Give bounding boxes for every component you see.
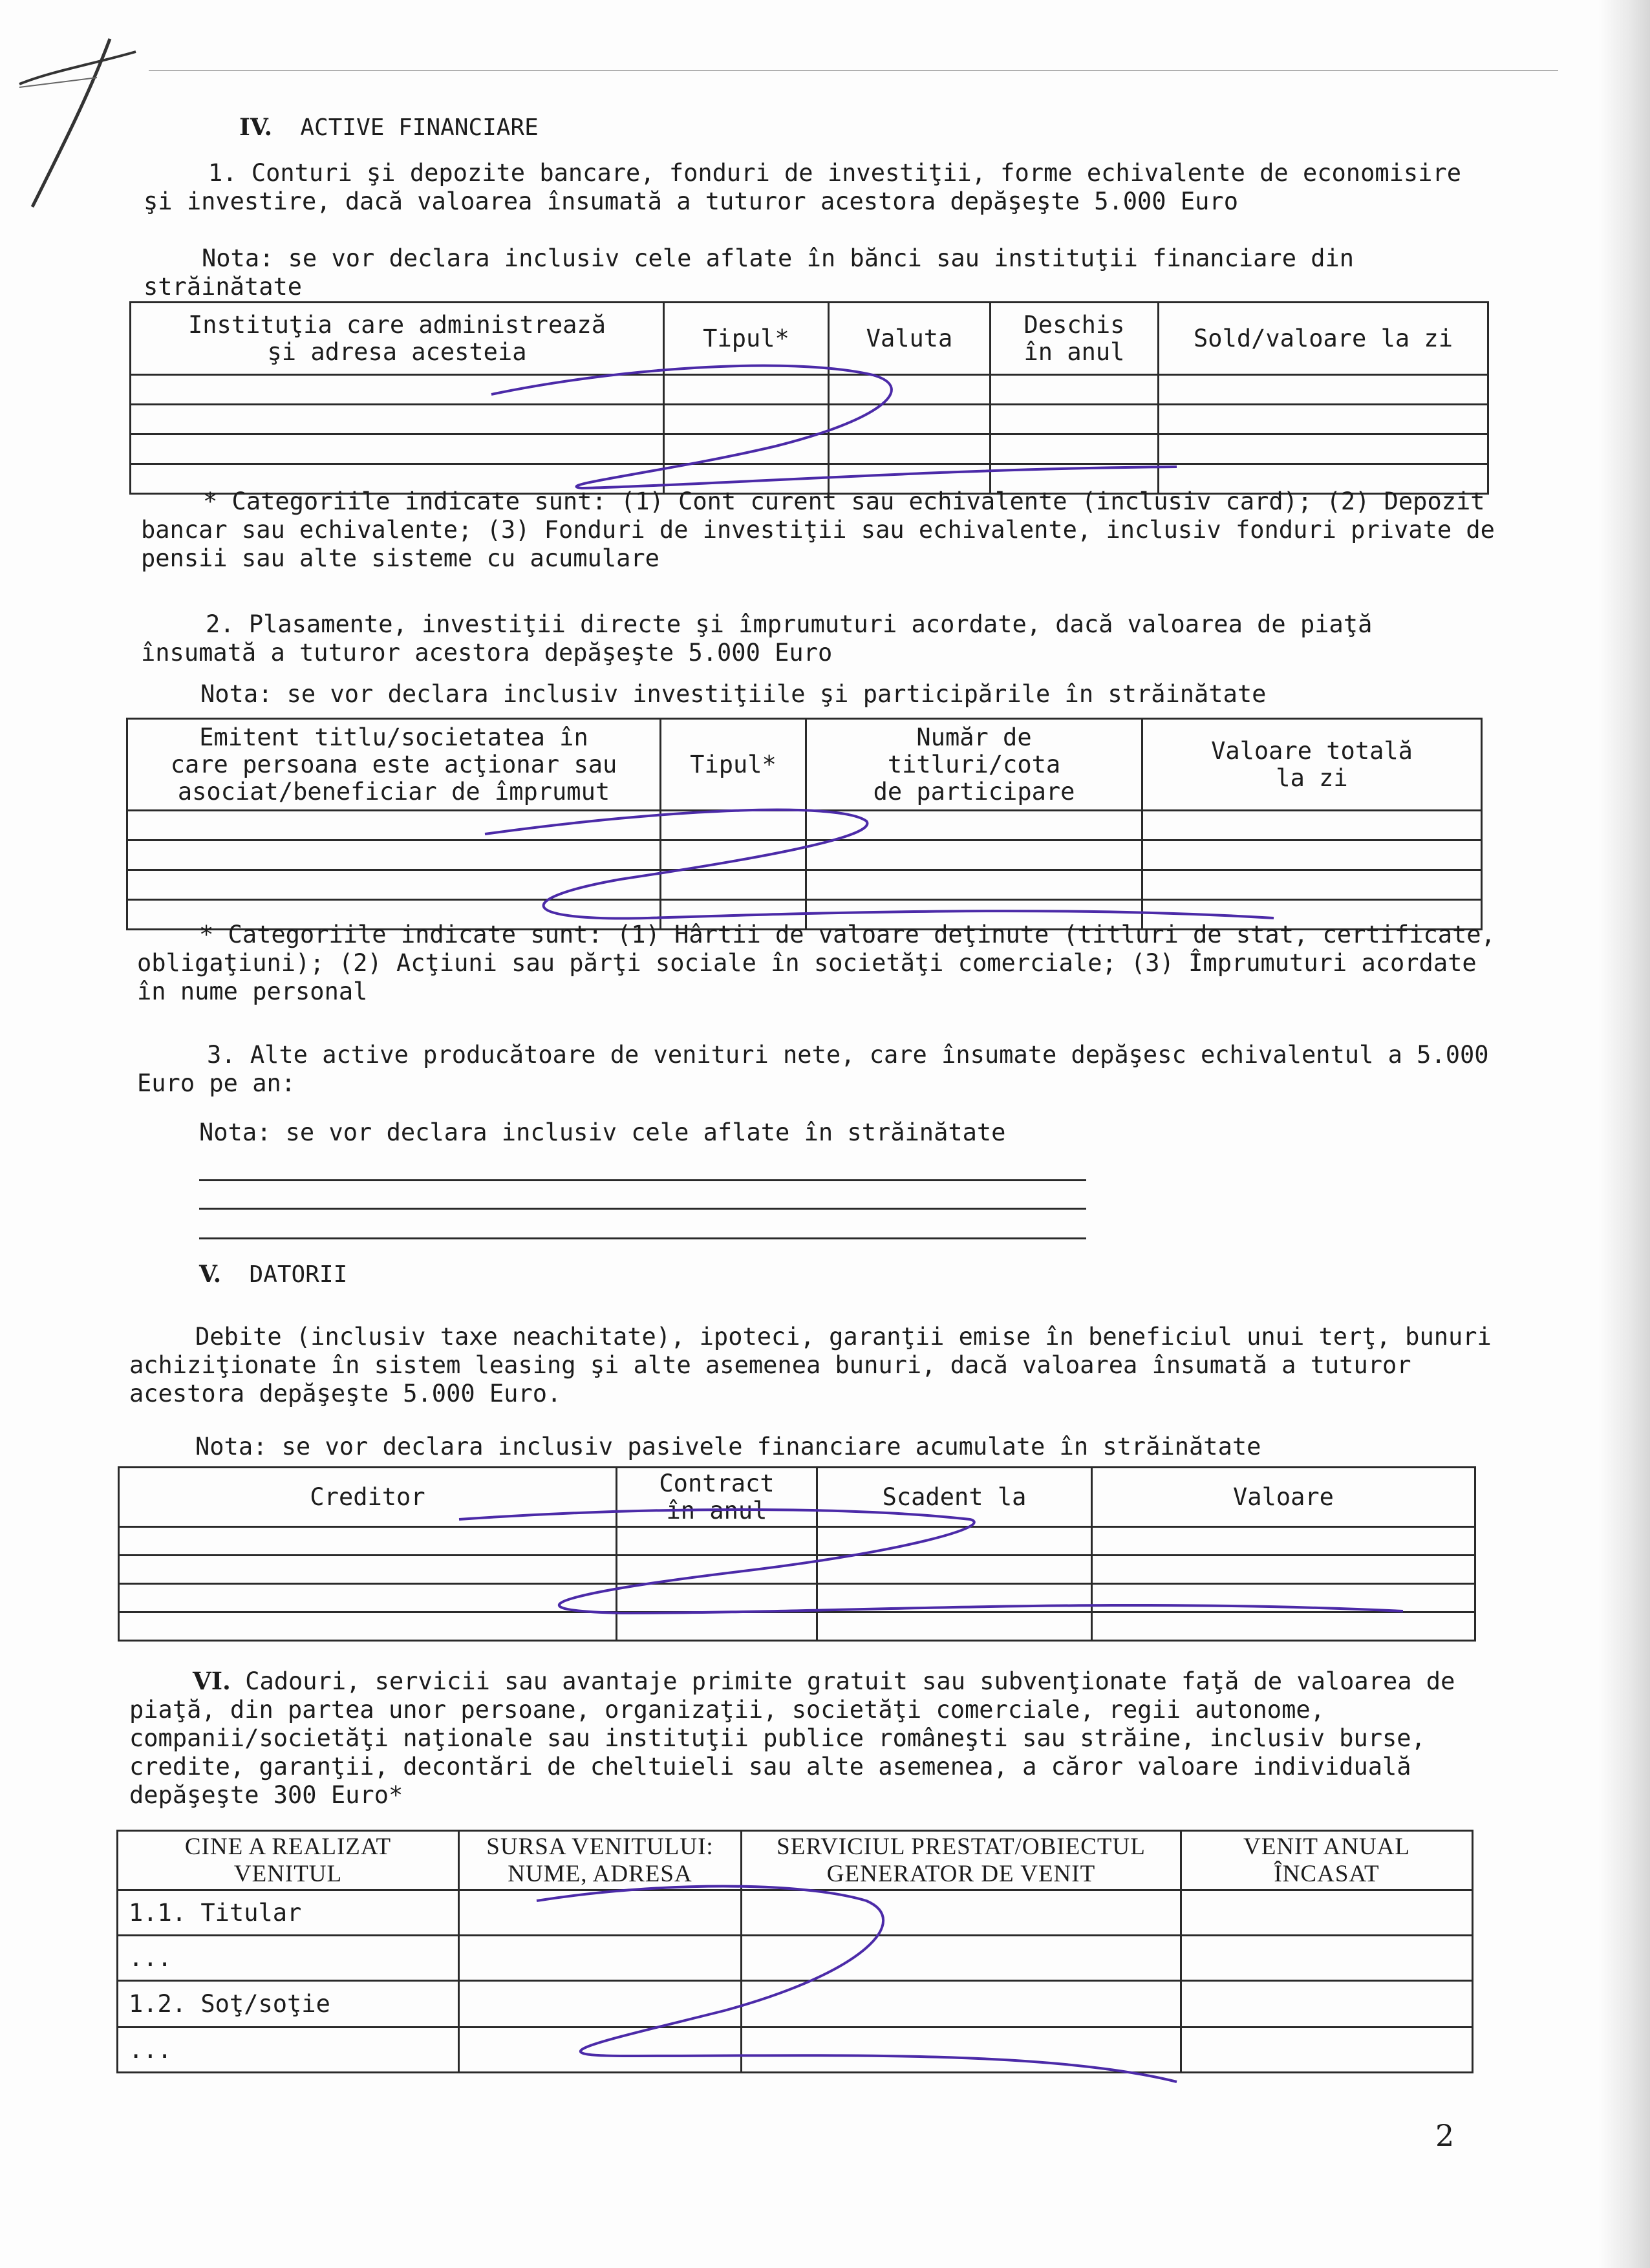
debts-table bbox=[118, 1466, 1476, 1642]
table-header: CINE A REALIZAT VENITUL bbox=[118, 1831, 459, 1890]
table-header: Deschis în anul bbox=[991, 303, 1159, 375]
table-header: Valoare bbox=[1092, 1468, 1475, 1527]
gifts-table bbox=[116, 1830, 1473, 2073]
table-row bbox=[127, 870, 1482, 900]
section-v-title: DATORII bbox=[249, 1261, 348, 1288]
table-row bbox=[127, 840, 1482, 870]
table-row bbox=[118, 1981, 1473, 2027]
corner-pen-mark bbox=[13, 26, 142, 220]
table-row bbox=[119, 1584, 1475, 1612]
table-row bbox=[131, 405, 1488, 434]
section-iv-item1-text: 1. Conturi şi depozite bancare, fonduri de investiţii, forme echivalente de economisire şi investire, dacă valoarea însumată a tuturor acestora depăşeşte 5.000 Euro bbox=[144, 159, 1462, 215]
row-label: ... bbox=[118, 1936, 459, 1981]
table-row bbox=[118, 1936, 1473, 1981]
investments-table bbox=[126, 718, 1483, 930]
section-iv-item2-note: Nota: se vor declara inclusiv investiţiile şi participările în străinătate bbox=[200, 680, 1267, 708]
row-label: 1.2. Soţ/soţie bbox=[118, 1981, 459, 2027]
fill-in-line[interactable] bbox=[199, 1237, 1086, 1239]
table-header: VENIT ANUAL ÎNCASAT bbox=[1181, 1831, 1473, 1890]
scan-edge-shadow bbox=[1598, 0, 1650, 2268]
row-label: 1.1. Titular bbox=[118, 1890, 459, 1936]
section-v-note: Nota: se vor declara inclusiv pasivele financiare acumulate în străinătate bbox=[195, 1433, 1261, 1460]
table-row bbox=[119, 1612, 1475, 1641]
section-iv-item3-note: Nota: se vor declara inclusiv cele aflate în străinătate bbox=[199, 1118, 1006, 1146]
table-header: Emitent titlu/societatea în care persoana este acţionar sau asociat/beneficiar de împrumut bbox=[127, 719, 661, 811]
table-header: Sold/valoare la zi bbox=[1159, 303, 1488, 375]
section-v-number: V. bbox=[199, 1261, 222, 1288]
fill-in-line[interactable] bbox=[199, 1179, 1086, 1181]
section-iv-title: ACTIVE FINANCIARE bbox=[300, 114, 539, 141]
table-header: Scadent la bbox=[817, 1468, 1092, 1527]
section-iv-item3-text: 3. Alte active producătoare de venituri nete, care însumate depăşesc echivalentul a 5.000 Euro pe an: bbox=[137, 1041, 1489, 1097]
fill-in-line[interactable] bbox=[199, 1208, 1086, 1210]
bank-accounts-table bbox=[129, 301, 1489, 495]
table-header: SERVICIUL PRESTAT/OBIECTUL GENERATOR DE VENIT bbox=[742, 1831, 1181, 1890]
table-row bbox=[131, 375, 1488, 405]
section-vi-number: VI. bbox=[193, 1667, 231, 1695]
table-header: Tipul* bbox=[661, 719, 806, 811]
table-row bbox=[119, 1556, 1475, 1584]
table-row bbox=[119, 1527, 1475, 1556]
top-scan-line bbox=[149, 70, 1558, 71]
table-header: Număr de titluri/cota de participare bbox=[806, 719, 1142, 811]
table-row bbox=[118, 2027, 1473, 2073]
section-vi-text bbox=[129, 1667, 1494, 1810]
table-header: Creditor bbox=[119, 1468, 617, 1527]
section-iv-table1-footnote: * Categoriile indicate sunt: (1) Cont curent sau echivalente (inclusiv card); (2) Depozit bancar sau echivalente; (3) Fonduri de investiţii sau echivalente, inclusiv fonduri private de pensii sau alte sisteme cu acumulare bbox=[141, 487, 1495, 572]
section-iv-heading bbox=[239, 112, 539, 143]
section-iv-number: IV. bbox=[239, 114, 273, 141]
table-header: Valuta bbox=[829, 303, 991, 375]
table-row bbox=[127, 811, 1482, 840]
section-v-text: Debite (inclusiv taxe neachitate), ipoteci, garanţii emise în beneficiul unui terţ, bunuri achiziţionate în sistem leasing şi alte asemenea bunuri, dacă valoarea însumată a tuturor acestora depăşeşte 5.000 Euro. bbox=[129, 1323, 1492, 1407]
section-iv-item1-note: Nota: se vor declara inclusiv cele aflate în bănci sau instituţii financiare din străinătate bbox=[144, 244, 1355, 301]
section-iv-item2-text: 2. Plasamente, investiţii directe şi împrumuturi acordate, dacă valoarea de piaţă însumată a tuturor acestora depăşeşte 5.000 Euro bbox=[141, 610, 1373, 667]
table-row bbox=[118, 1890, 1473, 1936]
table-header: Valoare totală la zi bbox=[1142, 719, 1482, 811]
section-iv-table2-footnote: * Categoriile indicate sunt: (1) Hârtii de valoare deţinute (titluri de stat, certificate, obligaţiuni); (2) Acţiuni sau părţi sociale în societăţi comerciale; (3) Împrumuturi acordate în nume personal bbox=[137, 921, 1495, 1005]
table-header: Instituţia care administrează şi adresa acesteia bbox=[131, 303, 664, 375]
table-row bbox=[131, 434, 1488, 464]
table-header: SURSA VENITULUI: NUME, ADRESA bbox=[459, 1831, 742, 1890]
table-header: Contract în anul bbox=[617, 1468, 817, 1527]
row-label: ... bbox=[118, 2027, 459, 2073]
page-number: 2 bbox=[1435, 2118, 1455, 2153]
section-v-heading bbox=[199, 1259, 347, 1290]
table-header: Tipul* bbox=[664, 303, 829, 375]
section-vi-paragraph: Cadouri, servicii sau avantaje primite gratuit sau subvenţionate faţă de valoarea de piaţă, din partea unor persoane, organizaţii, societăţi comerciale, regii autonome, companii/societăţi naţionale sau instituţii publice româneşti sau străine, inclusiv burse, credite, garanţii, decontări de cheltuieli sau alte asemenea, a căror valoare individuală depăşeşte 300 Euro* bbox=[129, 1667, 1455, 1809]
